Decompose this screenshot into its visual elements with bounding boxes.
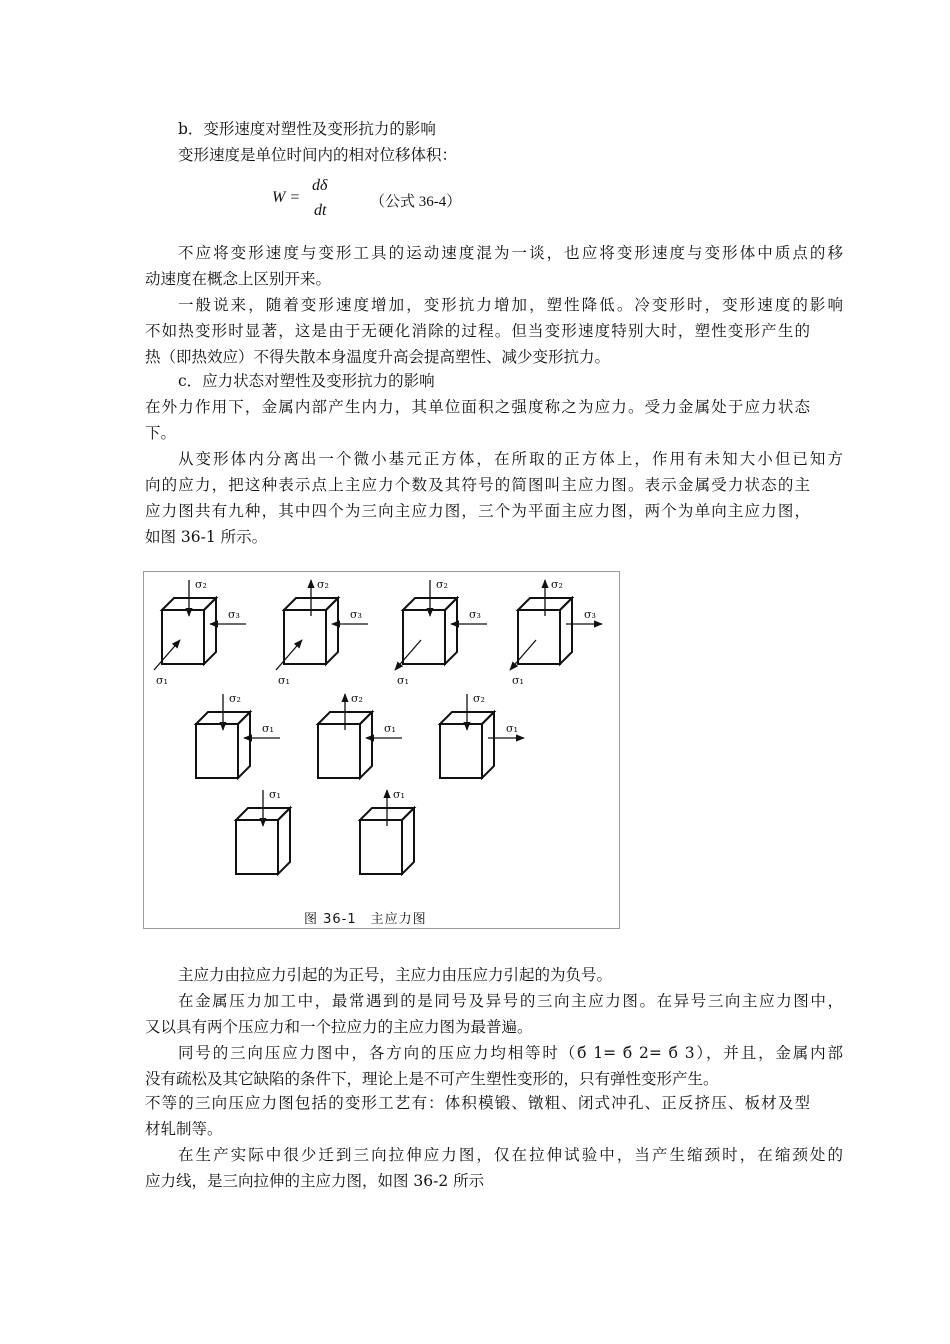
paragraph-line: 向的应力，把这种表示点上主应力个数及其符号的简图叫主应力图。表示金属受力状态的主 [145,476,810,494]
stress-arrow [276,640,302,670]
formula-numerator: dδ [312,177,328,194]
formula-tag: （公式 36-4） [370,194,462,210]
stress-label: σ₁ [512,674,524,687]
paragraph-line: 一般说来，随着变形速度增加，变形抗力增加，塑性降低。冷变形时，变形速度的影响 [178,296,843,314]
section-heading-c: c．应力状态对塑性及变形抗力的影响 [178,372,435,390]
box-side-face [445,598,457,664]
paragraph-line: 动速度在概念上区别开来。 [145,270,332,288]
stress-label: σ₂ [351,692,363,705]
stress-label: σ₃ [228,608,240,621]
box-side-face [326,598,338,664]
box-side-face [482,712,494,778]
stress-label: σ₂ [229,692,241,705]
box-front-face [360,820,402,874]
paragraph-line: 不等的三向压应力图包括的变形工艺有：体积模锻、镦粗、闭式冲孔、正反挤压、板材及型 [145,1094,810,1112]
stress-label: σ₂ [551,578,563,591]
stress-label: σ₁ [278,674,290,687]
box-front-face [318,724,360,778]
stress-label: σ₁ [393,788,405,801]
box-front-face [196,724,238,778]
figure-caption: 图 36-1 主应力图 [304,912,427,927]
box-front-face [518,610,560,664]
stress-arrow [510,640,536,670]
paragraph-line: 主应力由拉应力引起的为正号，主应力由压应力引起的为负号。 [178,966,613,984]
box-front-face [162,610,204,664]
stress-arrow [154,640,180,670]
paragraph-line: 如图 36-1 所示。 [145,528,268,546]
stress-label: σ₂ [436,578,448,591]
stress-label: σ₃ [469,608,481,621]
paragraph-line: 应力线，是三向拉伸的主应力图，如图 36-2 所示 [145,1172,485,1190]
box-front-face [236,820,278,874]
paragraph-line: 不应将变形速度与变形工具的运动速度混为一谈，也应将变形速度与变形体中质点的移 [178,244,843,262]
stress-label: σ₁ [269,788,281,801]
box-side-face [360,712,372,778]
stress-label: σ₂ [317,578,329,591]
stress-label: σ₁ [156,674,168,687]
paragraph-line: 变形速度是单位时间内的相对位移体积： [178,146,458,164]
box-front-face [403,610,445,664]
paragraph-line: 材轧制等。 [145,1120,223,1138]
paragraph-line: 热（即热效应）不得失散本身温度升高会提高塑性、减少变形抗力。 [145,348,611,366]
principal-stress-figure [143,571,620,929]
paragraph-line: 没有疏松及其它缺陷的条件下，理论上是不可产生塑性变形的，只有弹性变形产生。 [145,1070,719,1088]
stress-label: σ₃ [584,608,596,621]
paragraph-line: 应力图共有九种，其中四个为三向主应力图，三个为平面主应力图，两个为单向主应力图， [145,502,810,520]
stress-label: σ₂ [195,578,207,591]
box-side-face [402,808,414,874]
box-side-face [560,598,572,664]
paragraph-line: 同号的三向压应力图中，各方向的压应力均相等时（б 1= б 2= б 3），并且，金属内部 [178,1044,843,1062]
section-heading-b: b．变形速度对塑性及变形抗力的影响 [178,120,436,138]
principal-stress-diagrams [144,572,619,928]
box-front-face [440,724,482,778]
paragraph-line: 从变形体内分离出一个微小基元正方体，在所取的正方体上，作用有未知大小但已知方 [178,450,843,468]
stress-label: σ₂ [473,692,485,705]
box-side-face [238,712,250,778]
paragraph-line: 在生产实际中很少迁到三向拉伸应力图，仅在拉伸试验中，当产生缩颈时，在缩颈处的 [178,1146,843,1164]
paragraph-line: 不如热变形时显著，这是由于无硬化消除的过程。但当变形速度特别大时，塑性变形产生的 [145,322,810,340]
formula-denominator: dt [314,202,327,219]
formula-36-4 [272,177,532,227]
stress-label: σ₁ [262,722,274,735]
paragraph-line: 下。 [145,424,177,442]
paragraph-line: 又以具有两个压应力和一个拉应力的主应力图为最普遍。 [145,1018,533,1036]
paragraph-line: 在金属压力加工中，最常遇到的是同号及异号的三向主应力图。在异号三向主应力图中， [178,992,843,1010]
paragraph-line: 在外力作用下，金属内部产生内力，其单位面积之强度称之为应力。受力金属处于应力状态 [145,398,810,416]
stress-label: σ₃ [350,608,362,621]
stress-label: σ₁ [384,722,396,735]
box-side-face [278,808,290,874]
stress-label: σ₁ [506,722,518,735]
stress-label: σ₁ [397,674,409,687]
box-front-face [284,610,326,664]
formula-lhs: W = [272,189,301,206]
stress-arrow [395,640,421,670]
box-side-face [204,598,216,664]
